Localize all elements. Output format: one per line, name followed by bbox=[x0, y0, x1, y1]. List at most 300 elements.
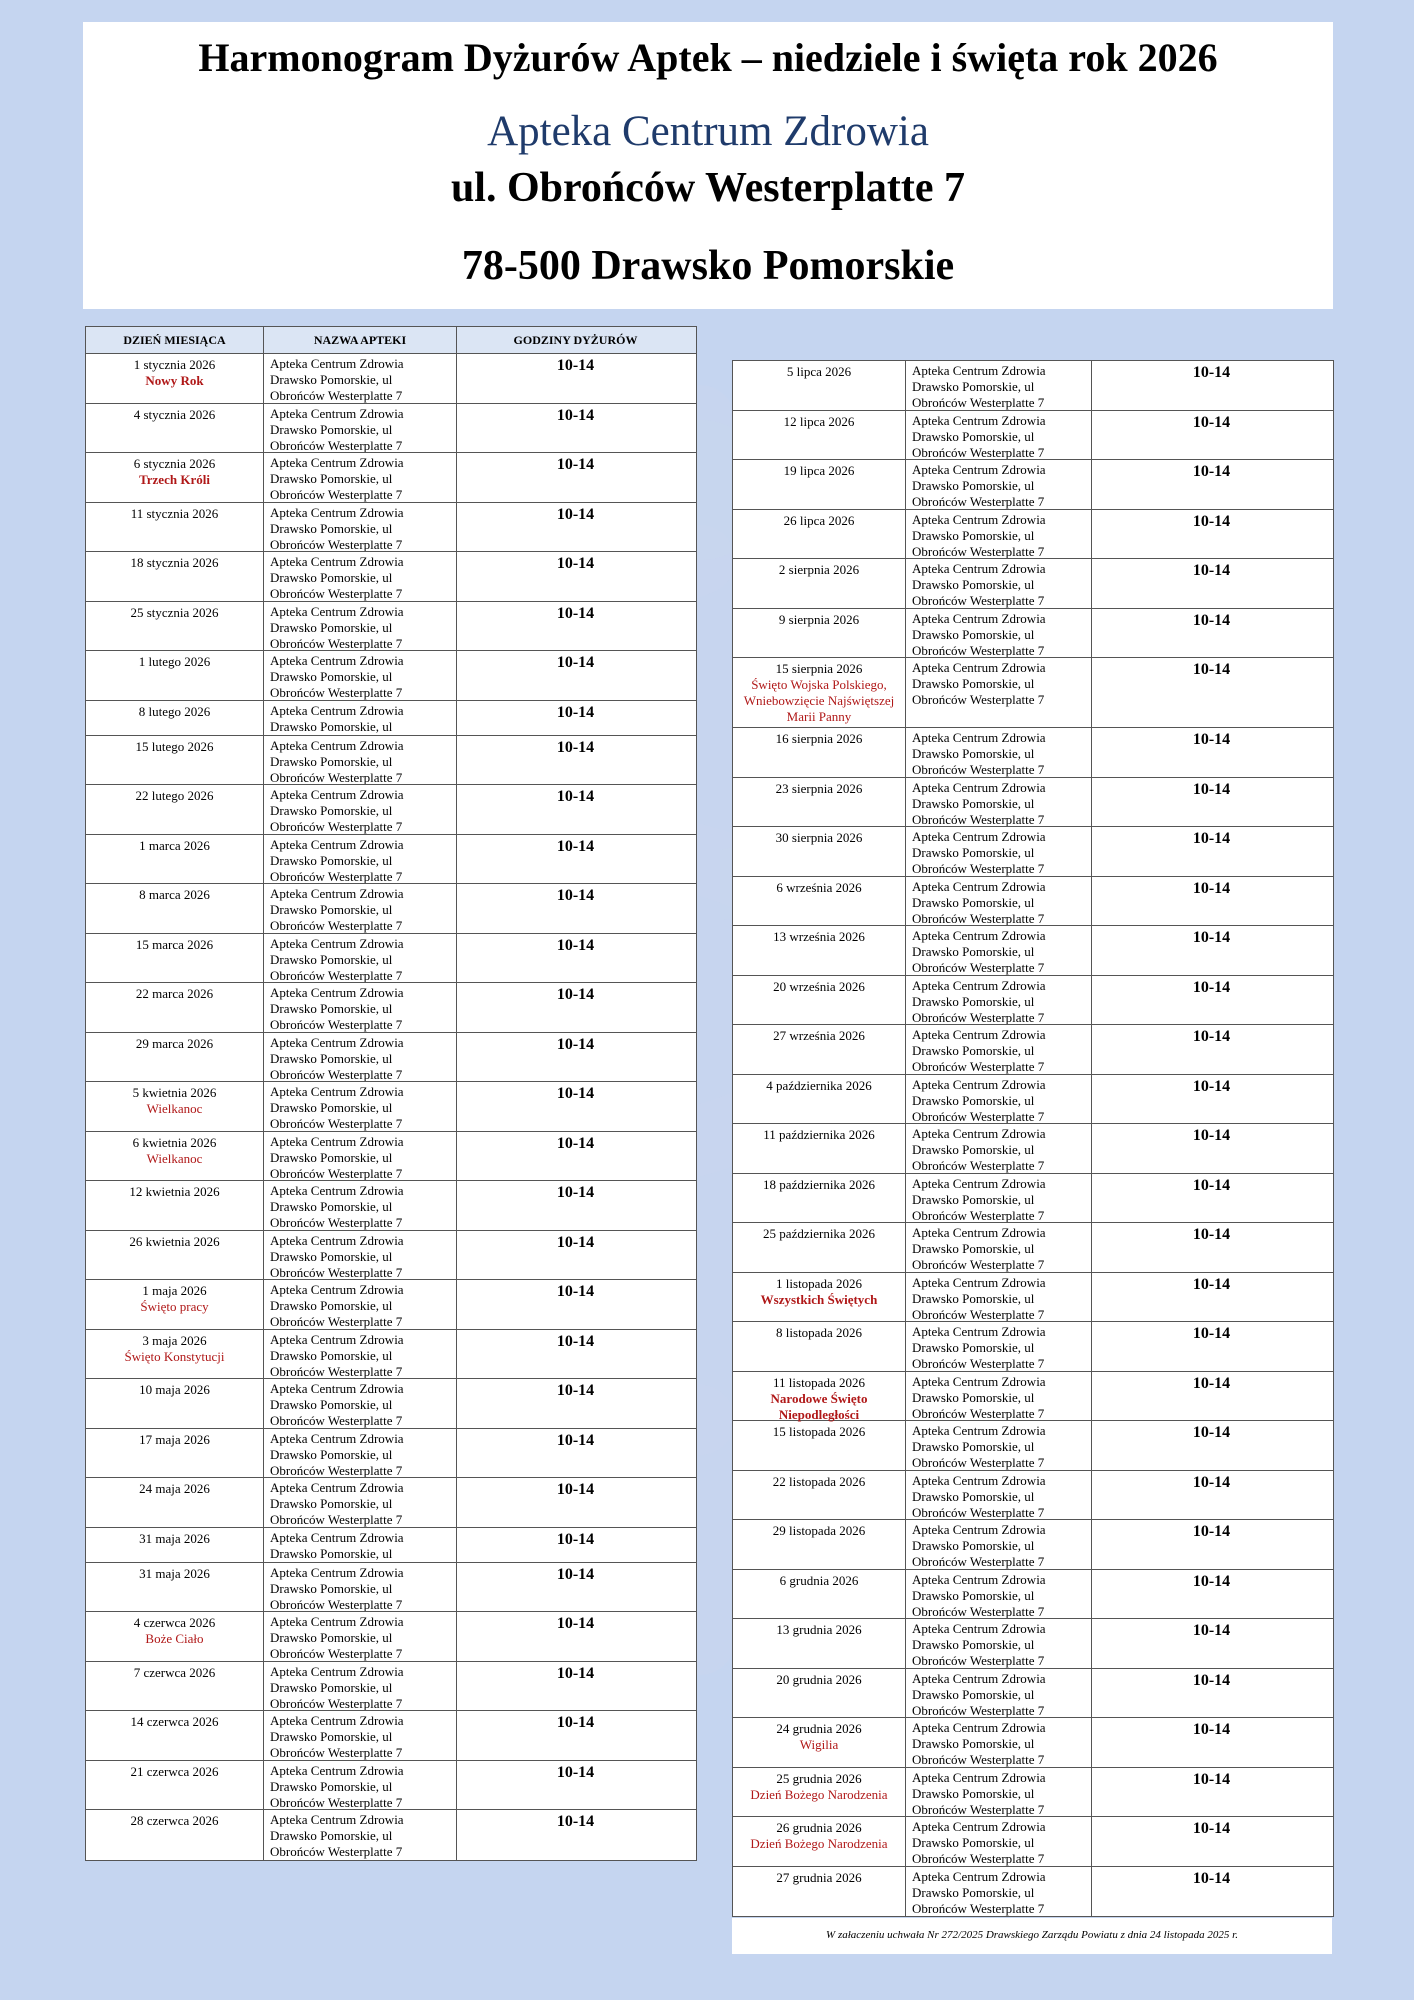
pharmacy-cell bbox=[264, 1132, 457, 1181]
pharmacy-line: Obrońców Westerplatte 7 bbox=[912, 960, 1045, 975]
table-row bbox=[733, 1768, 1333, 1818]
hours-cell: 10-14 bbox=[1192, 1325, 1231, 1342]
hours-cell: 10-14 bbox=[556, 1283, 595, 1300]
date-text: 15 listopada 2026 bbox=[772, 1424, 866, 1439]
hours-cell: 10-14 bbox=[556, 1184, 595, 1201]
pharmacy-line: Drawsko Pomorskie, ul bbox=[270, 372, 393, 387]
holiday-label: Święto Konstytucji bbox=[124, 1348, 225, 1364]
pharmacy-line: Obrońców Westerplatte 7 bbox=[270, 1745, 403, 1760]
pharmacy-line: Drawsko Pomorskie, ul bbox=[912, 1736, 1035, 1751]
pharmacy-line: Drawsko Pomorskie, ul bbox=[270, 1545, 393, 1561]
table-row bbox=[733, 1619, 1333, 1669]
date-cell bbox=[733, 658, 906, 727]
date-cell bbox=[733, 1223, 906, 1272]
date-cell bbox=[733, 361, 906, 410]
pharmacy-line: Obrońców Westerplatte 7 bbox=[912, 543, 1045, 558]
date-cell bbox=[86, 835, 264, 884]
header-name: NAZWA APTEKI bbox=[264, 327, 457, 353]
pharmacy-line: Drawsko Pomorskie, ul bbox=[270, 520, 393, 536]
pharmacy-cell bbox=[264, 453, 457, 502]
table-row bbox=[733, 1124, 1333, 1174]
pharmacy-cell bbox=[906, 827, 1092, 876]
pharmacy-line: Obrońców Westerplatte 7 bbox=[270, 1165, 403, 1180]
table-row bbox=[86, 453, 696, 503]
pharmacy-line: Apteka Centrum Zdrowia bbox=[912, 511, 1046, 527]
hours-cell: 10-14 bbox=[1192, 1424, 1231, 1441]
pharmacy-line: Obrońców Westerplatte 7 bbox=[270, 1413, 403, 1428]
pharmacy-line: Apteka Centrum Zdrowia bbox=[270, 603, 404, 619]
date-cell bbox=[86, 1528, 264, 1562]
hours-cell: 10-14 bbox=[556, 1233, 595, 1251]
date-cell bbox=[86, 1429, 264, 1478]
pharmacy-line: Obrońców Westerplatte 7 bbox=[270, 868, 403, 883]
date-cell bbox=[86, 1478, 264, 1527]
pharmacy-cell bbox=[264, 934, 457, 983]
pharmacy-line: Obrońców Westerplatte 7 bbox=[270, 1215, 403, 1230]
pharmacy-line: Drawsko Pomorskie, ul bbox=[912, 1241, 1035, 1256]
date-text: 26 lipca 2026 bbox=[783, 512, 855, 528]
hours-cell: 10-14 bbox=[1192, 1523, 1231, 1540]
table-row bbox=[733, 609, 1333, 659]
pharmacy-line: Obrońców Westerplatte 7 bbox=[912, 1257, 1045, 1272]
date-cell bbox=[86, 1330, 264, 1379]
date-cell bbox=[733, 1718, 906, 1767]
holiday-label: Narodowe Święto Niepodległości bbox=[770, 1390, 868, 1422]
date-text: 11 stycznia 2026 bbox=[130, 505, 219, 521]
pharmacy-cell bbox=[906, 1025, 1092, 1074]
pharmacy-line: Obrońców Westerplatte 7 bbox=[912, 1900, 1045, 1916]
date-cell bbox=[733, 609, 906, 658]
pharmacy-line: Drawsko Pomorskie, ul bbox=[270, 1050, 393, 1066]
pharmacy-line: Apteka Centrum Zdrowia bbox=[912, 1720, 1046, 1735]
holiday-label: Wigilia bbox=[799, 1737, 839, 1752]
date-cell bbox=[733, 1421, 906, 1470]
date-cell bbox=[733, 926, 906, 975]
pharmacy-line: Drawsko Pomorskie, ul bbox=[270, 1828, 393, 1843]
hours-cell: 10-14 bbox=[556, 1134, 595, 1152]
date-cell bbox=[733, 1471, 906, 1520]
pharmacy-line: Drawsko Pomorskie, ul bbox=[270, 718, 393, 734]
date-text: 12 lipca 2026 bbox=[783, 413, 855, 429]
pharmacy-line: Obrońców Westerplatte 7 bbox=[912, 1752, 1045, 1767]
date-cell bbox=[86, 602, 264, 651]
pharmacy-cell bbox=[264, 736, 457, 785]
pharmacy-line: Drawsko Pomorskie, ul bbox=[912, 1884, 1035, 1900]
date-text: 14 czerwca 2026 bbox=[130, 1714, 219, 1729]
holiday-label: Dzień Bożego Narodzenia bbox=[750, 1836, 888, 1851]
date-text: 28 czerwca 2026 bbox=[130, 1813, 219, 1828]
date-text: 7 czerwca 2026 bbox=[133, 1664, 216, 1680]
table-row bbox=[733, 1372, 1333, 1422]
pharmacy-line: Obrońców Westerplatte 7 bbox=[270, 918, 403, 933]
date-cell bbox=[86, 785, 264, 834]
pharmacy-line: Obrońców Westerplatte 7 bbox=[270, 1066, 403, 1081]
hours-cell: 10-14 bbox=[1192, 1374, 1231, 1392]
pharmacy-line: Obrońców Westerplatte 7 bbox=[270, 685, 403, 700]
date-text: 8 lutego 2026 bbox=[138, 703, 211, 719]
pharmacy-line: Drawsko Pomorskie, ul bbox=[270, 1149, 393, 1165]
pharmacy-line: Apteka Centrum Zdrowia bbox=[270, 702, 404, 718]
hours-cell: 10-14 bbox=[556, 505, 595, 523]
date-cell bbox=[733, 460, 906, 509]
hours-cell: 10-14 bbox=[1192, 1226, 1231, 1243]
pharmacy-cell bbox=[264, 1429, 457, 1478]
pharmacy-name: Apteka Centrum Zdrowia bbox=[487, 108, 929, 155]
date-cell bbox=[733, 1570, 906, 1619]
date-text: 29 marca 2026 bbox=[135, 1035, 214, 1051]
hours-cell: 10-14 bbox=[556, 887, 595, 904]
pharmacy-line: Drawsko Pomorskie, ul bbox=[912, 676, 1035, 691]
table-row bbox=[86, 1662, 696, 1712]
date-cell bbox=[86, 1231, 264, 1280]
pharmacy-line: Apteka Centrum Zdrowia bbox=[270, 985, 404, 1000]
date-cell bbox=[733, 1075, 906, 1124]
pharmacy-line: Obrońców Westerplatte 7 bbox=[912, 1207, 1045, 1222]
date-cell bbox=[733, 1867, 906, 1917]
pharmacy-cell bbox=[906, 1273, 1092, 1322]
pharmacy-line: Obrońców Westerplatte 7 bbox=[912, 444, 1045, 459]
pharmacy-line: Apteka Centrum Zdrowia bbox=[912, 1522, 1046, 1537]
date-cell bbox=[86, 701, 264, 735]
date-text: 19 lipca 2026 bbox=[783, 463, 855, 478]
pharmacy-line: Drawsko Pomorskie, ul bbox=[912, 795, 1035, 811]
pharmacy-cell bbox=[906, 559, 1092, 608]
pharmacy-line: Drawsko Pomorskie, ul bbox=[270, 669, 393, 684]
pharmacy-line: Drawsko Pomorskie, ul bbox=[912, 1785, 1035, 1801]
pharmacy-cell bbox=[264, 1181, 457, 1230]
pharmacy-line: Drawsko Pomorskie, ul bbox=[912, 1290, 1035, 1306]
pharmacy-line: Apteka Centrum Zdrowia bbox=[912, 1175, 1046, 1191]
table-row bbox=[86, 1711, 696, 1761]
table-row bbox=[733, 1817, 1333, 1867]
pharmacy-line: Obrońców Westerplatte 7 bbox=[912, 1801, 1045, 1816]
pharmacy-line: Drawsko Pomorskie, ul bbox=[270, 1778, 393, 1794]
pharmacy-line: Apteka Centrum Zdrowia bbox=[912, 1225, 1046, 1240]
pharmacy-line: Apteka Centrum Zdrowia bbox=[270, 1381, 404, 1396]
pharmacy-line: Obrońców Westerplatte 7 bbox=[270, 487, 403, 502]
date-text: 20 grudnia 2026 bbox=[776, 1671, 862, 1687]
pharmacy-cell bbox=[264, 785, 457, 834]
date-cell bbox=[86, 983, 264, 1032]
pharmacy-line: Apteka Centrum Zdrowia bbox=[270, 1034, 404, 1050]
table-header-row bbox=[86, 327, 696, 354]
pharmacy-line: Drawsko Pomorskie, ul bbox=[912, 1043, 1035, 1058]
pharmacy-line: Apteka Centrum Zdrowia bbox=[912, 1027, 1046, 1042]
date-text: 15 lutego 2026 bbox=[135, 738, 214, 754]
pharmacy-line: Apteka Centrum Zdrowia bbox=[270, 1430, 404, 1446]
pharmacy-line: Obrońców Westerplatte 7 bbox=[912, 811, 1045, 826]
pharmacy-line: Apteka Centrum Zdrowia bbox=[270, 653, 404, 668]
date-text: 31 maja 2026 bbox=[139, 1565, 210, 1581]
hours-cell: 10-14 bbox=[556, 456, 595, 473]
date-cell bbox=[86, 404, 264, 453]
date-text: 1 marca 2026 bbox=[139, 837, 210, 853]
pharmacy-line: Drawsko Pomorskie, ul bbox=[912, 1389, 1035, 1405]
hours-cell: 10-14 bbox=[556, 1813, 595, 1830]
pharmacy-line: Drawsko Pomorskie, ul bbox=[912, 845, 1035, 860]
pharmacy-line: Apteka Centrum Zdrowia bbox=[270, 405, 404, 421]
date-text: 17 maja 2026 bbox=[139, 1431, 210, 1447]
pharmacy-line: Obrońców Westerplatte 7 bbox=[912, 1108, 1045, 1123]
pharmacy-cell bbox=[264, 983, 457, 1032]
pharmacy-line: Obrońców Westerplatte 7 bbox=[270, 1596, 403, 1611]
pharmacy-line: Apteka Centrum Zdrowia bbox=[270, 1331, 404, 1347]
pharmacy-cell bbox=[906, 728, 1092, 777]
pharmacy-line: Obrońców Westerplatte 7 bbox=[270, 819, 403, 834]
date-text: 15 sierpnia 2026 bbox=[775, 661, 863, 676]
pharmacy-line: Obrońców Westerplatte 7 bbox=[270, 1017, 403, 1032]
date-text: 31 maja 2026 bbox=[139, 1530, 210, 1546]
date-cell bbox=[733, 510, 906, 559]
pharmacy-line: Apteka Centrum Zdrowia bbox=[912, 730, 1046, 745]
holiday-label: Nowy Rok bbox=[145, 373, 204, 388]
date-cell bbox=[86, 1662, 264, 1711]
hours-cell: 10-14 bbox=[556, 1714, 595, 1731]
pharmacy-cell bbox=[264, 884, 457, 933]
date-text: 24 maja 2026 bbox=[139, 1481, 210, 1496]
pharmacy-line: Obrońców Westerplatte 7 bbox=[912, 1554, 1045, 1569]
date-cell bbox=[86, 934, 264, 983]
date-cell bbox=[86, 1379, 264, 1428]
hours-cell: 10-14 bbox=[1192, 512, 1231, 530]
pharmacy-line: Obrońców Westerplatte 7 bbox=[912, 692, 1045, 707]
date-text: 25 grudnia 2026 bbox=[776, 1770, 862, 1786]
pharmacy-cell bbox=[264, 404, 457, 453]
pharmacy-line: Obrońców Westerplatte 7 bbox=[270, 769, 403, 784]
pharmacy-line: Obrońców Westerplatte 7 bbox=[270, 1314, 403, 1329]
date-text: 30 sierpnia 2026 bbox=[775, 830, 863, 845]
date-cell bbox=[733, 976, 906, 1025]
date-text: 2 sierpnia 2026 bbox=[778, 562, 860, 577]
pharmacy-line: Drawsko Pomorskie, ul bbox=[912, 1637, 1035, 1652]
table-row bbox=[733, 778, 1333, 828]
table-row bbox=[733, 361, 1333, 411]
table-row bbox=[86, 736, 696, 786]
pharmacy-line: Apteka Centrum Zdrowia bbox=[912, 363, 1046, 378]
pharmacy-line: Drawsko Pomorskie, ul bbox=[912, 577, 1035, 592]
pharmacy-line: Obrońców Westerplatte 7 bbox=[912, 494, 1045, 509]
date-text: 1 maja 2026 bbox=[142, 1283, 207, 1298]
table-row bbox=[86, 701, 696, 736]
table-row bbox=[86, 602, 696, 652]
pharmacy-cell bbox=[906, 1718, 1092, 1767]
date-cell bbox=[733, 559, 906, 608]
date-text: 25 stycznia 2026 bbox=[130, 604, 219, 620]
pharmacy-line: Apteka Centrum Zdrowia bbox=[912, 1324, 1046, 1339]
table-row bbox=[733, 976, 1333, 1026]
pharmacy-line: Obrońców Westerplatte 7 bbox=[270, 388, 403, 403]
date-cell bbox=[733, 877, 906, 926]
pharmacy-line: Obrońców Westerplatte 7 bbox=[912, 593, 1045, 608]
pharmacy-line: Obrońców Westerplatte 7 bbox=[270, 967, 403, 982]
hours-cell: 10-14 bbox=[556, 986, 595, 1003]
date-text: 27 grudnia 2026 bbox=[776, 1869, 862, 1885]
pharmacy-line: Apteka Centrum Zdrowia bbox=[270, 356, 404, 371]
hours-cell: 10-14 bbox=[1192, 1820, 1231, 1837]
schedule-table-right bbox=[732, 360, 1334, 1917]
table-row bbox=[86, 934, 696, 984]
pharmacy-line: Apteka Centrum Zdrowia bbox=[912, 561, 1046, 576]
pharmacy-line: Apteka Centrum Zdrowia bbox=[912, 1076, 1046, 1092]
pharmacy-line: Apteka Centrum Zdrowia bbox=[270, 1713, 404, 1728]
table-row bbox=[733, 411, 1333, 461]
pharmacy-line: Obrońców Westerplatte 7 bbox=[912, 1504, 1045, 1519]
pharmacy-line: Apteka Centrum Zdrowia bbox=[912, 1621, 1046, 1636]
pharmacy-line: Apteka Centrum Zdrowia bbox=[912, 1571, 1046, 1587]
pharmacy-line: Apteka Centrum Zdrowia bbox=[912, 928, 1046, 943]
date-cell bbox=[86, 552, 264, 601]
pharmacy-cell bbox=[264, 1082, 457, 1131]
pharmacy-line: Obrońców Westerplatte 7 bbox=[912, 1158, 1045, 1173]
pharmacy-line: Apteka Centrum Zdrowia bbox=[912, 977, 1046, 993]
pharmacy-cell bbox=[906, 877, 1092, 926]
hours-cell: 10-14 bbox=[556, 406, 595, 424]
table-row bbox=[733, 1471, 1333, 1521]
pharmacy-line: Obrońców Westerplatte 7 bbox=[912, 1405, 1045, 1420]
pharmacy-line: Obrońców Westerplatte 7 bbox=[270, 1116, 403, 1131]
date-cell bbox=[86, 736, 264, 785]
pharmacy-cell bbox=[264, 1711, 457, 1760]
date-text: 23 sierpnia 2026 bbox=[775, 780, 863, 796]
hours-cell: 10-14 bbox=[1192, 929, 1231, 946]
holiday-label: Święto Wojska Polskiego, Wniebowzięcie Najświętszej Marii Panny bbox=[743, 677, 895, 724]
pharmacy-line: Drawsko Pomorskie, ul bbox=[270, 852, 393, 868]
table-row bbox=[86, 785, 696, 835]
pharmacy-line: Apteka Centrum Zdrowia bbox=[912, 1423, 1046, 1438]
pharmacy-line: Apteka Centrum Zdrowia bbox=[912, 1373, 1046, 1389]
pharmacy-line: Apteka Centrum Zdrowia bbox=[912, 412, 1046, 428]
pharmacy-line: Apteka Centrum Zdrowia bbox=[912, 610, 1046, 626]
date-text: 13 grudnia 2026 bbox=[776, 1622, 862, 1637]
pharmacy-line: Apteka Centrum Zdrowia bbox=[270, 1232, 404, 1248]
table-row bbox=[86, 1231, 696, 1281]
hours-cell: 10-14 bbox=[1192, 1869, 1231, 1887]
pharmacy-cell bbox=[906, 1372, 1092, 1421]
pharmacy-line: Apteka Centrum Zdrowia bbox=[270, 1529, 404, 1545]
date-text: 4 stycznia 2026 bbox=[133, 406, 216, 422]
pharmacy-line: Drawsko Pomorskie, ul bbox=[270, 421, 393, 437]
hours-cell: 10-14 bbox=[1192, 1671, 1231, 1689]
pharmacy-cell bbox=[906, 1768, 1092, 1817]
hours-cell: 10-14 bbox=[1192, 463, 1231, 480]
date-cell bbox=[733, 778, 906, 827]
date-text: 3 maja 2026 bbox=[142, 1332, 207, 1348]
pharmacy-line: Drawsko Pomorskie, ul bbox=[912, 746, 1035, 761]
pharmacy-line: Drawsko Pomorskie, ul bbox=[270, 1397, 393, 1412]
pharmacy-line: Obrońców Westerplatte 7 bbox=[270, 1462, 403, 1477]
pharmacy-cell bbox=[906, 976, 1092, 1025]
table-row bbox=[86, 552, 696, 602]
pharmacy-cell bbox=[264, 503, 457, 552]
pharmacy-line: Drawsko Pomorskie, ul bbox=[270, 570, 393, 585]
table-row bbox=[733, 559, 1333, 609]
table-row bbox=[86, 1280, 696, 1330]
pharmacy-line: Apteka Centrum Zdrowia bbox=[912, 829, 1046, 844]
date-text: 4 października 2026 bbox=[766, 1077, 872, 1093]
pharmacy-line: Drawsko Pomorskie, ul bbox=[912, 993, 1035, 1009]
date-text: 5 kwietnia 2026 bbox=[132, 1085, 217, 1100]
schedule-table-left bbox=[85, 326, 697, 1861]
hours-cell: 10-14 bbox=[1192, 611, 1231, 629]
pharmacy-line: Obrońców Westerplatte 7 bbox=[912, 642, 1045, 657]
hours-cell: 10-14 bbox=[1192, 1721, 1231, 1738]
date-cell bbox=[733, 1372, 906, 1421]
pharmacy-line: Apteka Centrum Zdrowia bbox=[270, 1762, 404, 1778]
pharmacy-line: Obrońców Westerplatte 7 bbox=[270, 1646, 403, 1661]
date-cell bbox=[86, 1711, 264, 1760]
pharmacy-cell bbox=[906, 1867, 1092, 1917]
date-text: 13 września 2026 bbox=[773, 929, 865, 944]
pharmacy-line: Obrońców Westerplatte 7 bbox=[912, 395, 1045, 410]
hours-cell: 10-14 bbox=[1192, 364, 1231, 381]
pharmacy-line: Drawsko Pomorskie, ul bbox=[270, 1248, 393, 1264]
pharmacy-line: Drawsko Pomorskie, ul bbox=[912, 944, 1035, 959]
table-row bbox=[733, 658, 1333, 728]
table-row bbox=[733, 1273, 1333, 1323]
table-row bbox=[86, 1563, 696, 1613]
table-row bbox=[86, 1033, 696, 1083]
date-text: 8 listopada 2026 bbox=[776, 1325, 862, 1340]
pharmacy-line: Apteka Centrum Zdrowia bbox=[270, 836, 404, 852]
hours-cell: 10-14 bbox=[1192, 830, 1231, 847]
pharmacy-line: Drawsko Pomorskie, ul bbox=[270, 753, 393, 769]
pharmacy-line: Apteka Centrum Zdrowia bbox=[912, 1819, 1046, 1834]
hours-cell: 10-14 bbox=[1192, 1275, 1231, 1293]
date-cell bbox=[86, 1132, 264, 1181]
document-header bbox=[83, 22, 1333, 309]
pharmacy-cell bbox=[264, 1033, 457, 1082]
table-row bbox=[86, 1181, 696, 1231]
header-day: DZIEŃ MIESIĄCA bbox=[86, 327, 264, 353]
date-text: 26 grudnia 2026 bbox=[776, 1820, 862, 1835]
pharmacy-line: Drawsko Pomorskie, ul bbox=[270, 1001, 393, 1016]
hours-cell: 10-14 bbox=[556, 703, 595, 721]
table-row bbox=[733, 1075, 1333, 1125]
date-text: 6 kwietnia 2026 bbox=[132, 1134, 217, 1150]
table-row bbox=[733, 1025, 1333, 1075]
pharmacy-cell bbox=[906, 1570, 1092, 1619]
date-text: 29 listopada 2026 bbox=[772, 1523, 866, 1538]
pharmacy-line: Drawsko Pomorskie, ul bbox=[912, 478, 1035, 493]
hours-cell: 10-14 bbox=[556, 936, 595, 954]
pharmacy-line: Drawsko Pomorskie, ul bbox=[912, 1092, 1035, 1108]
holiday-label: Trzech Króli bbox=[139, 472, 210, 487]
pharmacy-line: Drawsko Pomorskie, ul bbox=[270, 619, 393, 635]
date-text: 21 czerwca 2026 bbox=[130, 1763, 219, 1779]
pharmacy-cell bbox=[264, 1528, 457, 1562]
hours-cell: 10-14 bbox=[556, 555, 595, 572]
date-text: 16 sierpnia 2026 bbox=[775, 731, 863, 746]
pharmacy-cell bbox=[264, 1563, 457, 1612]
pharmacy-line: Apteka Centrum Zdrowia bbox=[912, 878, 1046, 894]
date-text: 22 listopada 2026 bbox=[772, 1473, 866, 1489]
pharmacy-cell bbox=[264, 1662, 457, 1711]
pharmacy-cell bbox=[906, 778, 1092, 827]
pharmacy-cell bbox=[264, 835, 457, 884]
table-row bbox=[86, 1132, 696, 1182]
table-row bbox=[733, 460, 1333, 510]
pharmacy-cell bbox=[906, 1471, 1092, 1520]
pharmacy-line: Obrońców Westerplatte 7 bbox=[270, 1695, 403, 1710]
date-cell bbox=[86, 1612, 264, 1661]
date-cell bbox=[733, 411, 906, 460]
pharmacy-line: Obrońców Westerplatte 7 bbox=[270, 1264, 403, 1279]
pharmacy-line: Apteka Centrum Zdrowia bbox=[912, 1769, 1046, 1785]
date-text: 18 stycznia 2026 bbox=[130, 555, 219, 570]
date-cell bbox=[86, 503, 264, 552]
table-row bbox=[733, 827, 1333, 877]
hours-cell: 10-14 bbox=[1192, 661, 1231, 678]
